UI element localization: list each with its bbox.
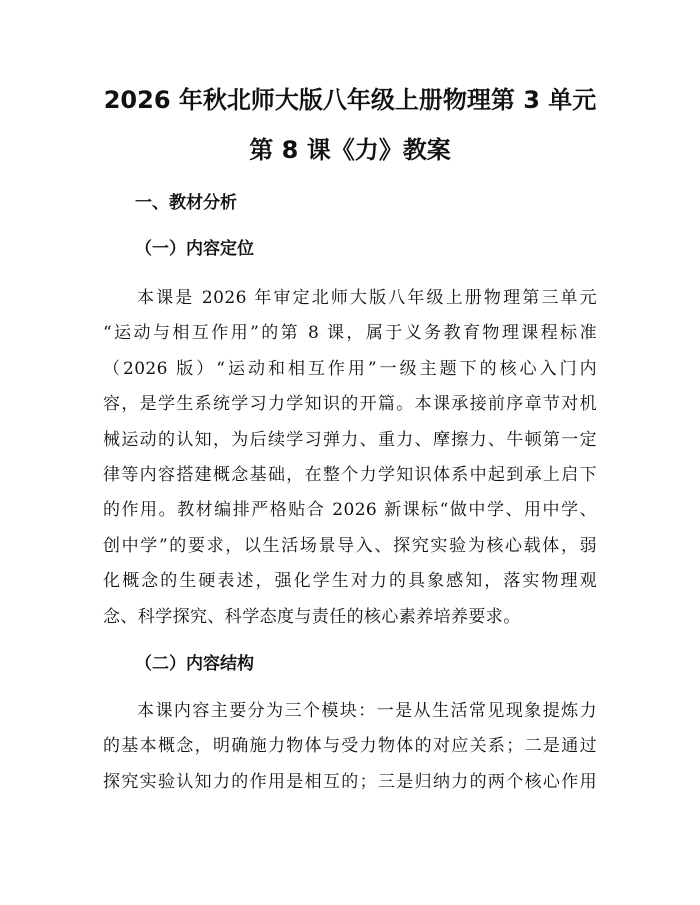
paragraph-line: 化概念的生硬表述，强化学生对力的具象感知，落实物理观 [103, 571, 597, 592]
paragraph-line: 容，是学生系统学习力学知识的开篇。本课承接前序章节对机 [103, 394, 597, 415]
paragraph-line: 的作用。教材编排严格贴合 2026 新课标“做中学、用中学、 [103, 500, 597, 521]
paragraph-line: （2026 版）“运动和相互作用”一级主题下的核心入门内 [103, 358, 597, 379]
subsection-heading-content-positioning: （一）内容定位 [135, 239, 254, 259]
paragraph-line: 的基本概念，明确施力物体与受力物体的对应关系；二是通过 [103, 736, 597, 757]
paragraph-content-positioning [103, 281, 597, 635]
paragraph-line: 探究实验认知力的作用是相互的；三是归纳力的两个核心作用 [103, 771, 597, 792]
document-title-line-2: 第 8 课《力》教案 [249, 136, 451, 164]
paragraph-content-structure [103, 694, 597, 800]
paragraph-line: “运动与相互作用”的第 8 课，属于义务教育物理课程标准 [103, 323, 597, 344]
paragraph-line: 念、科学探究、科学态度与责任的核心素养培养要求。 [103, 606, 521, 627]
paragraph-line: 本课是 2026 年审定北师大版八年级上册物理第三单元 [137, 288, 597, 308]
paragraph-line: 械运动的认知，为后续学习弹力、重力、摩擦力、牛顿第一定 [103, 429, 597, 450]
subsection-heading-content-structure: （二）内容结构 [135, 654, 254, 674]
paragraph-line: 创中学”的要求，以生活场景导入、探究实验为核心载体，弱 [103, 535, 597, 556]
document-title-line-1: 2026 年秋北师大版八年级上册物理第 3 单元 [103, 86, 597, 114]
paragraph-line: 本课内容主要分为三个模块：一是从生活常见现象提炼力 [137, 701, 597, 721]
section-heading-textbook-analysis: 一、教材分析 [135, 193, 237, 213]
paragraph-line: 律等内容搭建概念基础，在整个力学知识体系中起到承上启下 [103, 464, 597, 485]
